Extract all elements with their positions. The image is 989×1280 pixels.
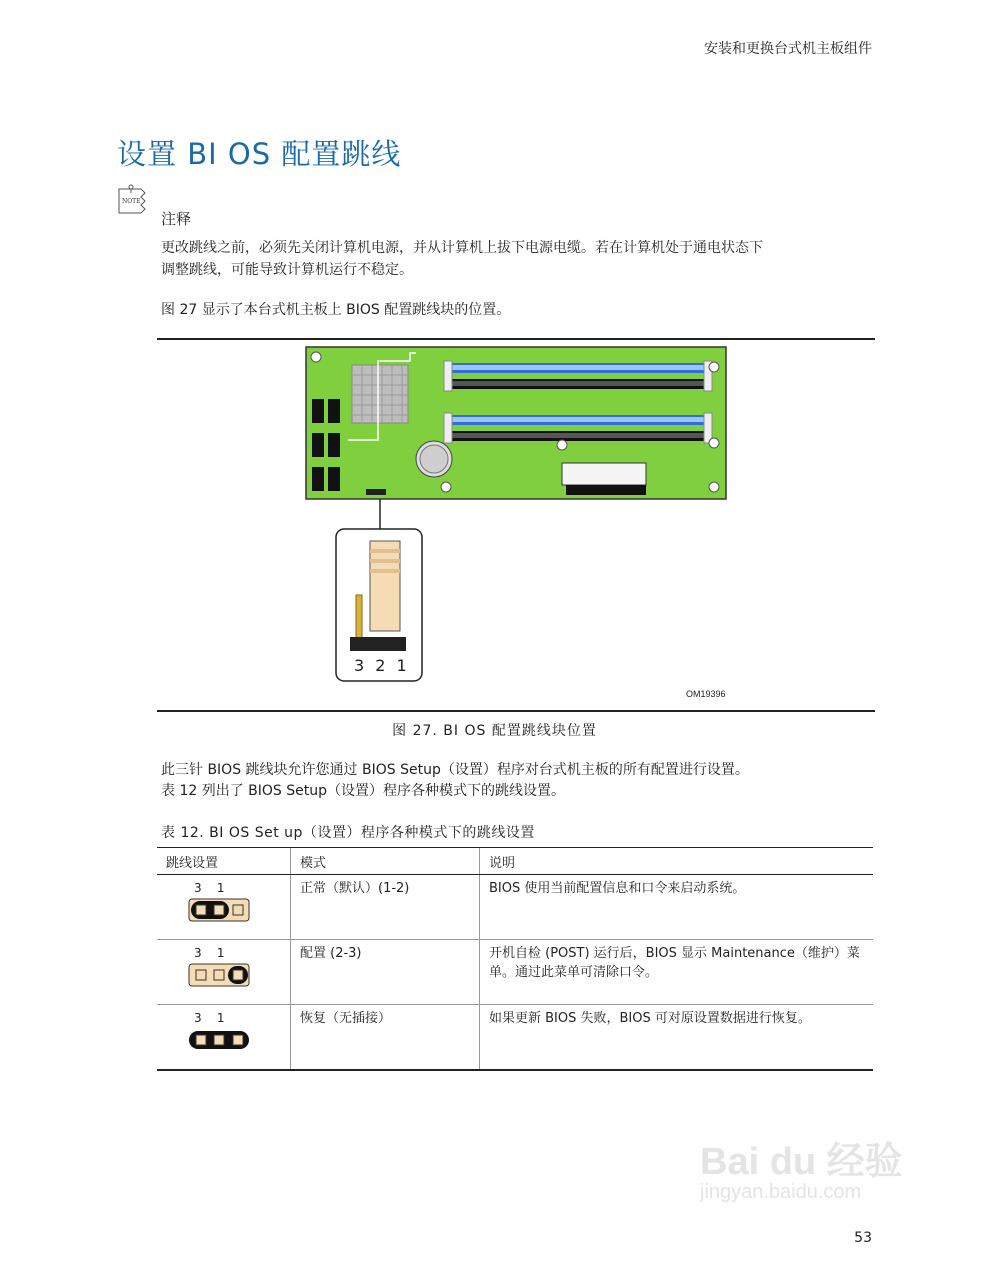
body-line-1: 此三针 BIOS 跳线块允许您通过 BIOS Setup（设置）程序对台式机主板的所有配置进行设置。	[161, 762, 749, 778]
table-row	[157, 1005, 873, 1071]
pin-numbers: 3 1	[194, 881, 225, 895]
desc-cell: BIOS 使用当前配置信息和口令来启动系统。	[480, 875, 874, 940]
figure-bottom-rule	[157, 710, 875, 712]
section-title: 设置 BI OS 配置跳线	[117, 137, 402, 171]
figure-code: OM19396	[686, 689, 726, 699]
desc-cell: 如果更新 BIOS 失败，BIOS 可对原设置数据进行恢复。	[480, 1005, 874, 1071]
jumper-pins-icon	[188, 898, 252, 922]
figure-top-rule	[157, 338, 875, 340]
watermark	[700, 1130, 903, 1204]
running-header: 安装和更换台式机主板组件	[704, 41, 872, 57]
figure-caption: 图 27. BI OS 配置跳线块位置	[392, 723, 597, 739]
note-icon	[117, 183, 147, 217]
table-title: 表 12. BI OS Set up（设置）程序各种模式下的跳线设置	[161, 825, 535, 841]
motherboard-figure	[300, 345, 730, 707]
mode-cell: 配置 (2-3)	[291, 940, 480, 1005]
jumper-pin-labels: 3 2 1	[354, 656, 410, 675]
jumper-pins-icon	[188, 1028, 252, 1052]
heatsink	[352, 365, 408, 423]
pin-numbers: 3 1	[194, 1011, 225, 1025]
note-line-1: 更改跳线之前，必须先关闭计算机电源，并从计算机上拔下电源电缆。若在计算机处于通电状态下	[161, 240, 763, 256]
jumper-diagram-cell	[157, 1005, 291, 1071]
page-number: 53	[854, 1230, 872, 1246]
table-row	[157, 875, 873, 940]
note-label: 注释	[161, 210, 192, 228]
col-header-setting: 跳线设置	[157, 848, 291, 875]
note-icon-label: NOTE	[122, 198, 141, 205]
mode-cell: 恢复（无插接）	[291, 1005, 480, 1071]
figure-intro: 图 27 显示了本台式机主板上 BIOS 配置跳线块的位置。	[161, 302, 511, 318]
pin-numbers: 3 1	[194, 946, 225, 960]
jumper-pins-icon	[188, 963, 252, 987]
col-header-desc: 说明	[480, 848, 874, 875]
watermark-url: jingyan.baidu.com	[700, 1181, 862, 1203]
jumper-table	[157, 847, 873, 1071]
table-header-row	[157, 848, 873, 875]
note-line-2: 调整跳线，可能导致计算机运行不稳定。	[161, 262, 413, 278]
jumper-diagram-cell	[157, 940, 291, 1005]
jumper-diagram-cell	[157, 875, 291, 940]
watermark-brand: Bai du 经验	[700, 1141, 903, 1183]
body-line-2: 表 12 列出了 BIOS Setup（设置）程序各种模式下的跳线设置。	[161, 783, 566, 799]
mode-cell: 正常（默认）(1-2)	[291, 875, 480, 940]
col-header-mode: 模式	[291, 848, 480, 875]
power-connector	[562, 463, 646, 485]
table-row	[157, 940, 873, 1005]
desc-cell: 开机自检 (POST) 运行后，BIOS 显示 Maintenance（维护）菜单。通过此菜单可清除口令。	[480, 940, 874, 1005]
bios-jumper-board	[366, 489, 386, 495]
